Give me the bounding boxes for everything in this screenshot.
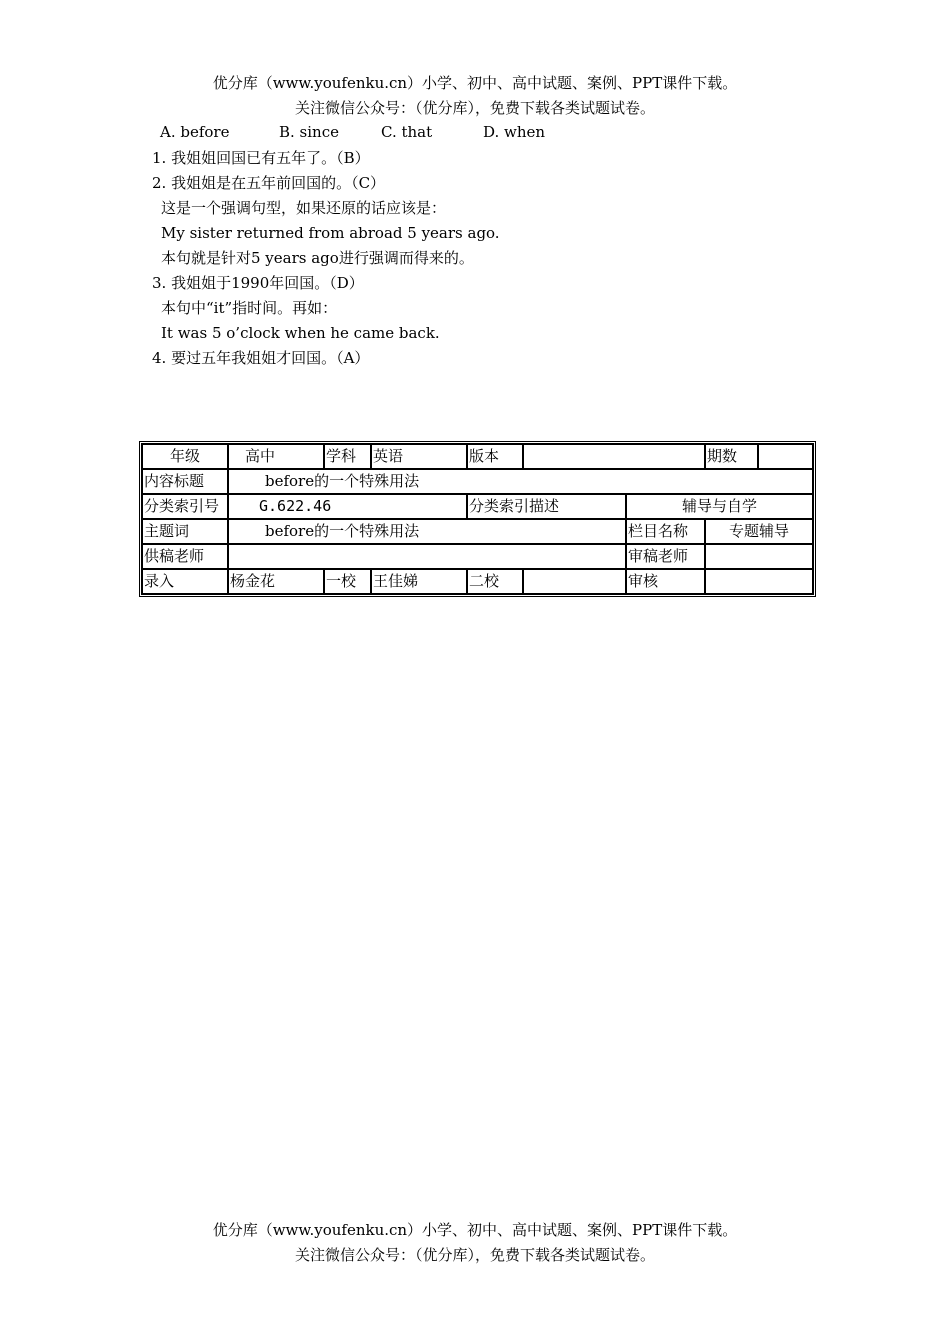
table-row (142, 469, 813, 494)
issue-label: 期数 (705, 444, 758, 469)
school1-label: 一校 (324, 569, 371, 594)
reviewer-label: 审稿老师 (626, 544, 705, 569)
table-row (142, 544, 813, 569)
index-desc-value: 辅导与自学 (626, 494, 813, 519)
issue-value (758, 444, 813, 469)
item-2-note-a: 这是一个强调句型，如果还原的话应该是： (161, 199, 447, 217)
option-c: C. that (381, 123, 433, 141)
footer-line-1: 优分库（www.youfenku.cn）小学、初中、高中试题、案例、PPT课件下载。 (212, 1221, 738, 1239)
item-1: 1. 我姐姐回国已有五年了。（B） (152, 149, 370, 167)
metadata-table (139, 441, 816, 597)
item-2-note-b: My sister returned from abroad 5 years ago. (161, 224, 500, 242)
keyword-value: before的一个特殊用法 (228, 519, 626, 544)
edition-value (523, 444, 705, 469)
item-2: 2. 我姐姐是在五年前回国的。（C） (152, 174, 386, 192)
contributor-value (228, 544, 626, 569)
audit-value (705, 569, 813, 594)
index-desc-label: 分类索引描述 (467, 494, 626, 519)
title-label: 内容标题 (142, 469, 228, 494)
subject-value: 英语 (371, 444, 467, 469)
school2-value (523, 569, 626, 594)
subject-label: 学科 (324, 444, 371, 469)
item-3-note-b: It was 5 o’clock when he came back. (161, 324, 440, 342)
header-line-1: 优分库（www.youfenku.cn）小学、初中、高中试题、案例、PPT课件下载。 (212, 74, 738, 92)
keyword-label: 主题词 (142, 519, 228, 544)
option-b: B. since (279, 123, 339, 141)
column-label: 栏目名称 (626, 519, 705, 544)
audit-label: 审核 (626, 569, 705, 594)
contributor-label: 供稿老师 (142, 544, 228, 569)
index-label: 分类索引号 (142, 494, 228, 519)
entry-label: 录入 (142, 569, 228, 594)
footer-line-2: 关注微信公众号：（优分库），免费下载各类试题试卷。 (294, 1246, 655, 1264)
option-a: A. before (160, 123, 230, 141)
edition-label: 版本 (467, 444, 523, 469)
item-3: 3. 我姐姐于1990年回国。（D） (152, 274, 364, 292)
option-d: D. when (483, 123, 546, 141)
grade-label: 年级 (142, 444, 228, 469)
item-3-note-a: 本句中“it”指时间。再如： (161, 299, 338, 317)
grade-value: 高中 (228, 444, 324, 469)
reviewer-value (705, 544, 813, 569)
table-row (142, 444, 813, 469)
title-value: before的一个特殊用法 (228, 469, 813, 494)
item-4: 4. 要过五年我姐姐才回国。（A） (152, 349, 370, 367)
school2-label: 二校 (467, 569, 523, 594)
school1-value: 王佳娣 (371, 569, 467, 594)
item-2-note-c: 本句就是针对5 years ago进行强调而得来的。 (161, 249, 474, 267)
index-value: G.622.46 (228, 494, 467, 519)
table-row (142, 494, 813, 519)
table-row (142, 519, 813, 544)
header-line-2: 关注微信公众号：（优分库），免费下载各类试题试卷。 (294, 99, 655, 117)
entry-value: 杨金花 (228, 569, 324, 594)
table-row (142, 569, 813, 594)
column-value: 专题辅导 (705, 519, 813, 544)
